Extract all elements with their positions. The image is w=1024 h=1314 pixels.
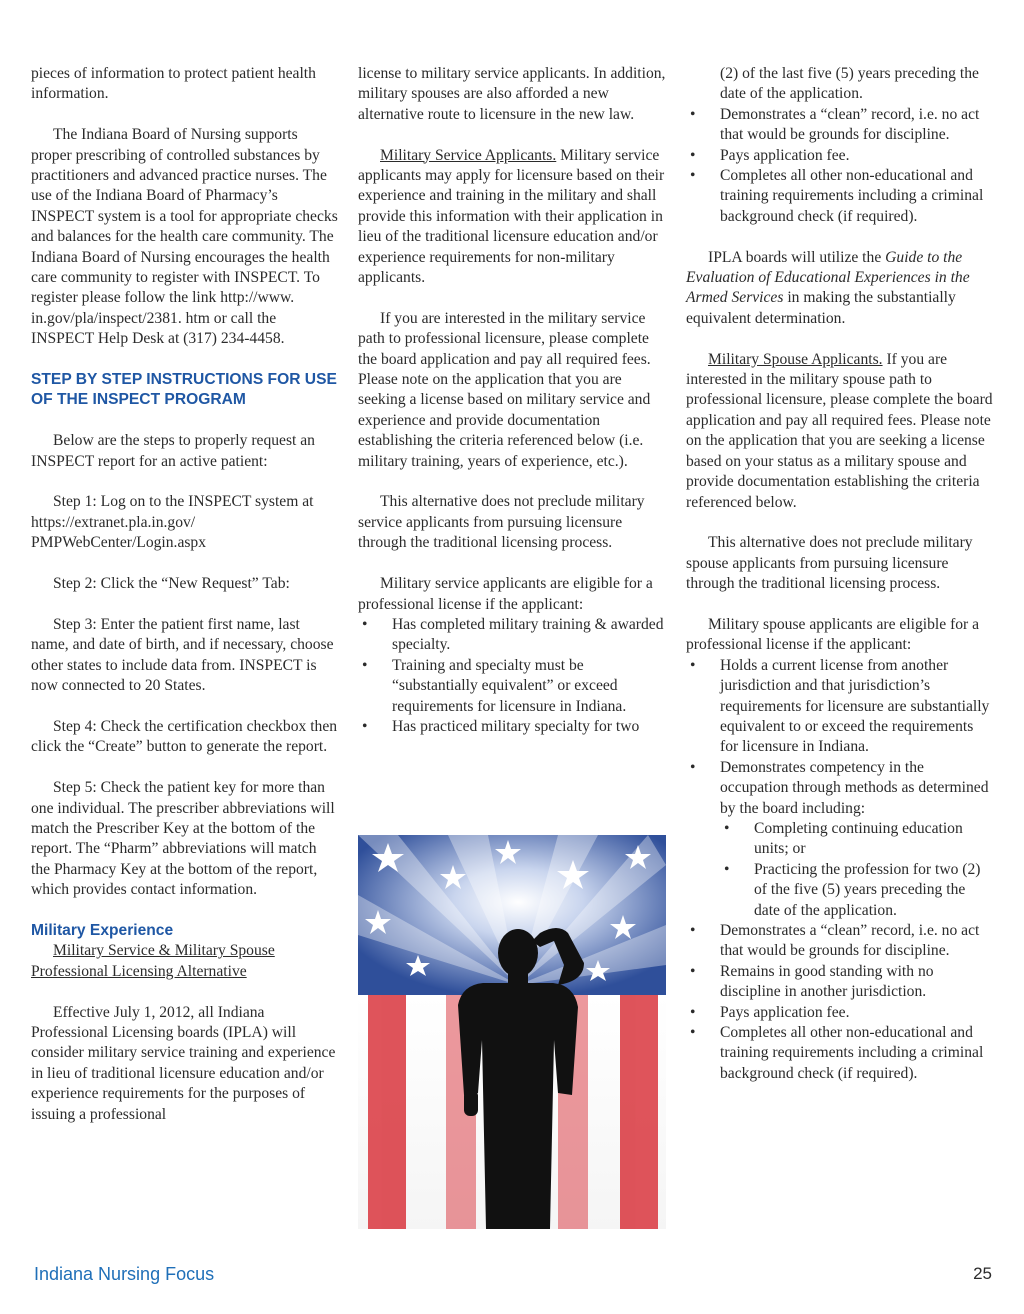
continued-text: (2) of the last five (5) years preceding the date of the application. [720, 65, 979, 103]
section-heading: STEP BY STEP INSTRUCTIONS FOR USE OF THE INSPECT PROGRAM [31, 371, 337, 409]
paragraph: Below are the steps to properly request an INSPECT report for an active patient: [31, 432, 315, 470]
list-item: • Demonstrates a “clean” record, i.e. no act that would be grounds for discipline. [686, 105, 994, 146]
paragraph: The Indiana Board of Nursing supports proper prescribing of controlled substances by practitioners and advanced practice nurses. The use of the Indiana Board of Pharmacy’s INSPECT system is a tool for appropriate checks and balances for the health care community. The Indiana Board of Nursing encourages the health care community to register with INSPECT. To register please follow the link http://www. in.gov/pla/inspect/2381. htm or call the INSPECT Help Desk at (317) 234-4458. [31, 126, 338, 348]
list-item: • Has practiced military specialty for two [358, 717, 668, 737]
military-subheading: Military Service & Military Spouse Professional Licensing Alternative [31, 942, 275, 980]
paragraph: Effective July 1, 2012, all Indiana Professional Licensing boards (IPLA) will consider military service training and experience in lieu of traditional licensure education and/or experience requirements for the purposes of issuing a professional [31, 1003, 336, 1123]
eligibility-list [358, 615, 668, 737]
list-item: • Completes all other non-educational and training requirements including a criminal background check (if required). [686, 1023, 994, 1084]
list-item: • Demonstrates a “clean” record, i.e. no act that would be grounds for discipline. [686, 921, 994, 962]
paragraph: license to military service applicants. In addition, military spouses are also afforded a new alternative route to licensure in the new law. [358, 65, 666, 123]
step-1: Step 1: Log on to the INSPECT system at https://extranet.pla.in.gov/ PMPWebCenter/Login.aspx [31, 493, 314, 552]
column-3 [686, 64, 994, 1084]
list-item: • Has completed military training & awarded specialty. [358, 615, 668, 656]
step-3: Step 3: Enter the patient first name, last name, and date of birth, and if necessary, choose other states to include data from. INSPECT is now connected to 20 States. [31, 615, 334, 695]
paragraph: If you are interested in the military service path to professional licensure, please complete the board application and pay all required fees. Please note on the application that you are seeking a license based on military service and experience and provide documentation establishing the criteria referenced below (i.e. military training, years of experience, etc.). [358, 309, 651, 470]
military-service-applicants: Military Service Applicants. Military service applicants may apply for licensure based on their experience and training in the military and shall provide this information with their application in lieu of the traditional licensure education and/or experience requirements for non-military applicants. [358, 146, 665, 287]
step-2: Step 2: Click the “New Request” Tab: [53, 575, 290, 593]
step-4: Step 4: Check the certification checkbox then click the “Create” button to generate the report. [31, 717, 338, 756]
military-spouse-applicants: Military Spouse Applicants. If you are interested in the military spouse path to professional licensure, please complete the board application and pay all required fees. Please note on the application that you are seeking a license based on your status as a military spouse and provide documentation establishing the criteria referenced below. [686, 350, 993, 511]
paragraph: This alternative does not preclude military spouse applicants from pursuing licensure through the traditional licensing process. [686, 534, 973, 593]
list-item: • Remains in good standing with no discipline in another jurisdiction. [686, 962, 994, 1003]
paragraph: Military spouse applicants are eligible for a professional license if the applicant: [686, 615, 980, 654]
list-item: • Pays application fee. [686, 1003, 994, 1023]
list-item: • Pays application fee. [686, 146, 994, 166]
soldier-salute-icon [358, 835, 666, 1229]
salute-illustration [358, 835, 666, 1229]
military-heading: Military Experience [31, 921, 174, 939]
column-1 [31, 64, 339, 1145]
step-5: Step 5: Check the patient key for more than one individual. The prescriber abbreviations will match the Prescriber Key at the bottom of the report. The “Pharm” abbreviations will match the Pharmacy Key at the bottom of the report, which provides contact information. [31, 779, 335, 899]
page-number: 25 [973, 1264, 992, 1283]
list-item: • Training and specialty must be “substantially equivalent” or exceed requirements for licensure in Indiana. [358, 656, 668, 717]
paragraph: This alternative does not preclude military service applicants from pursuing licensure through the traditional licensing process. [358, 493, 645, 552]
spouse-eligibility-list [686, 656, 994, 1085]
paragraph: pieces of information to protect patient health information. [31, 65, 316, 103]
list-item: • Demonstrates competency in the occupation through methods as determined by the board including: • Completing continuing education units; or • Practicing the profession for two (2) of the five (5) years preceding the date of the application. [686, 758, 994, 921]
footer-publication-title: Indiana Nursing Focus [34, 1264, 215, 1284]
paragraph: Military service applicants are eligible for a professional license if the applicant: [358, 575, 653, 613]
ipla-paragraph: IPLA boards will utilize the Guide to the Evaluation of Educational Experiences in the Armed Services in making the substantially equivalent determination. [686, 248, 970, 327]
sub-list [720, 819, 994, 921]
list-item: • Completes all other non-educational and training requirements including a criminal background check (if required). [686, 166, 994, 227]
sub-list-item: • Completing continuing education units; or [720, 819, 994, 860]
sub-list-item: • Practicing the profession for two (2) of the five (5) years preceding the date of the application. [720, 860, 994, 921]
eligibility-list-continued [686, 105, 994, 227]
list-item: • Holds a current license from another jurisdiction and that jurisdiction’s requirements for licensure are substantially equivalent to or exceed the requirements for licensure in Indiana. [686, 656, 994, 758]
column-2 [358, 64, 668, 737]
